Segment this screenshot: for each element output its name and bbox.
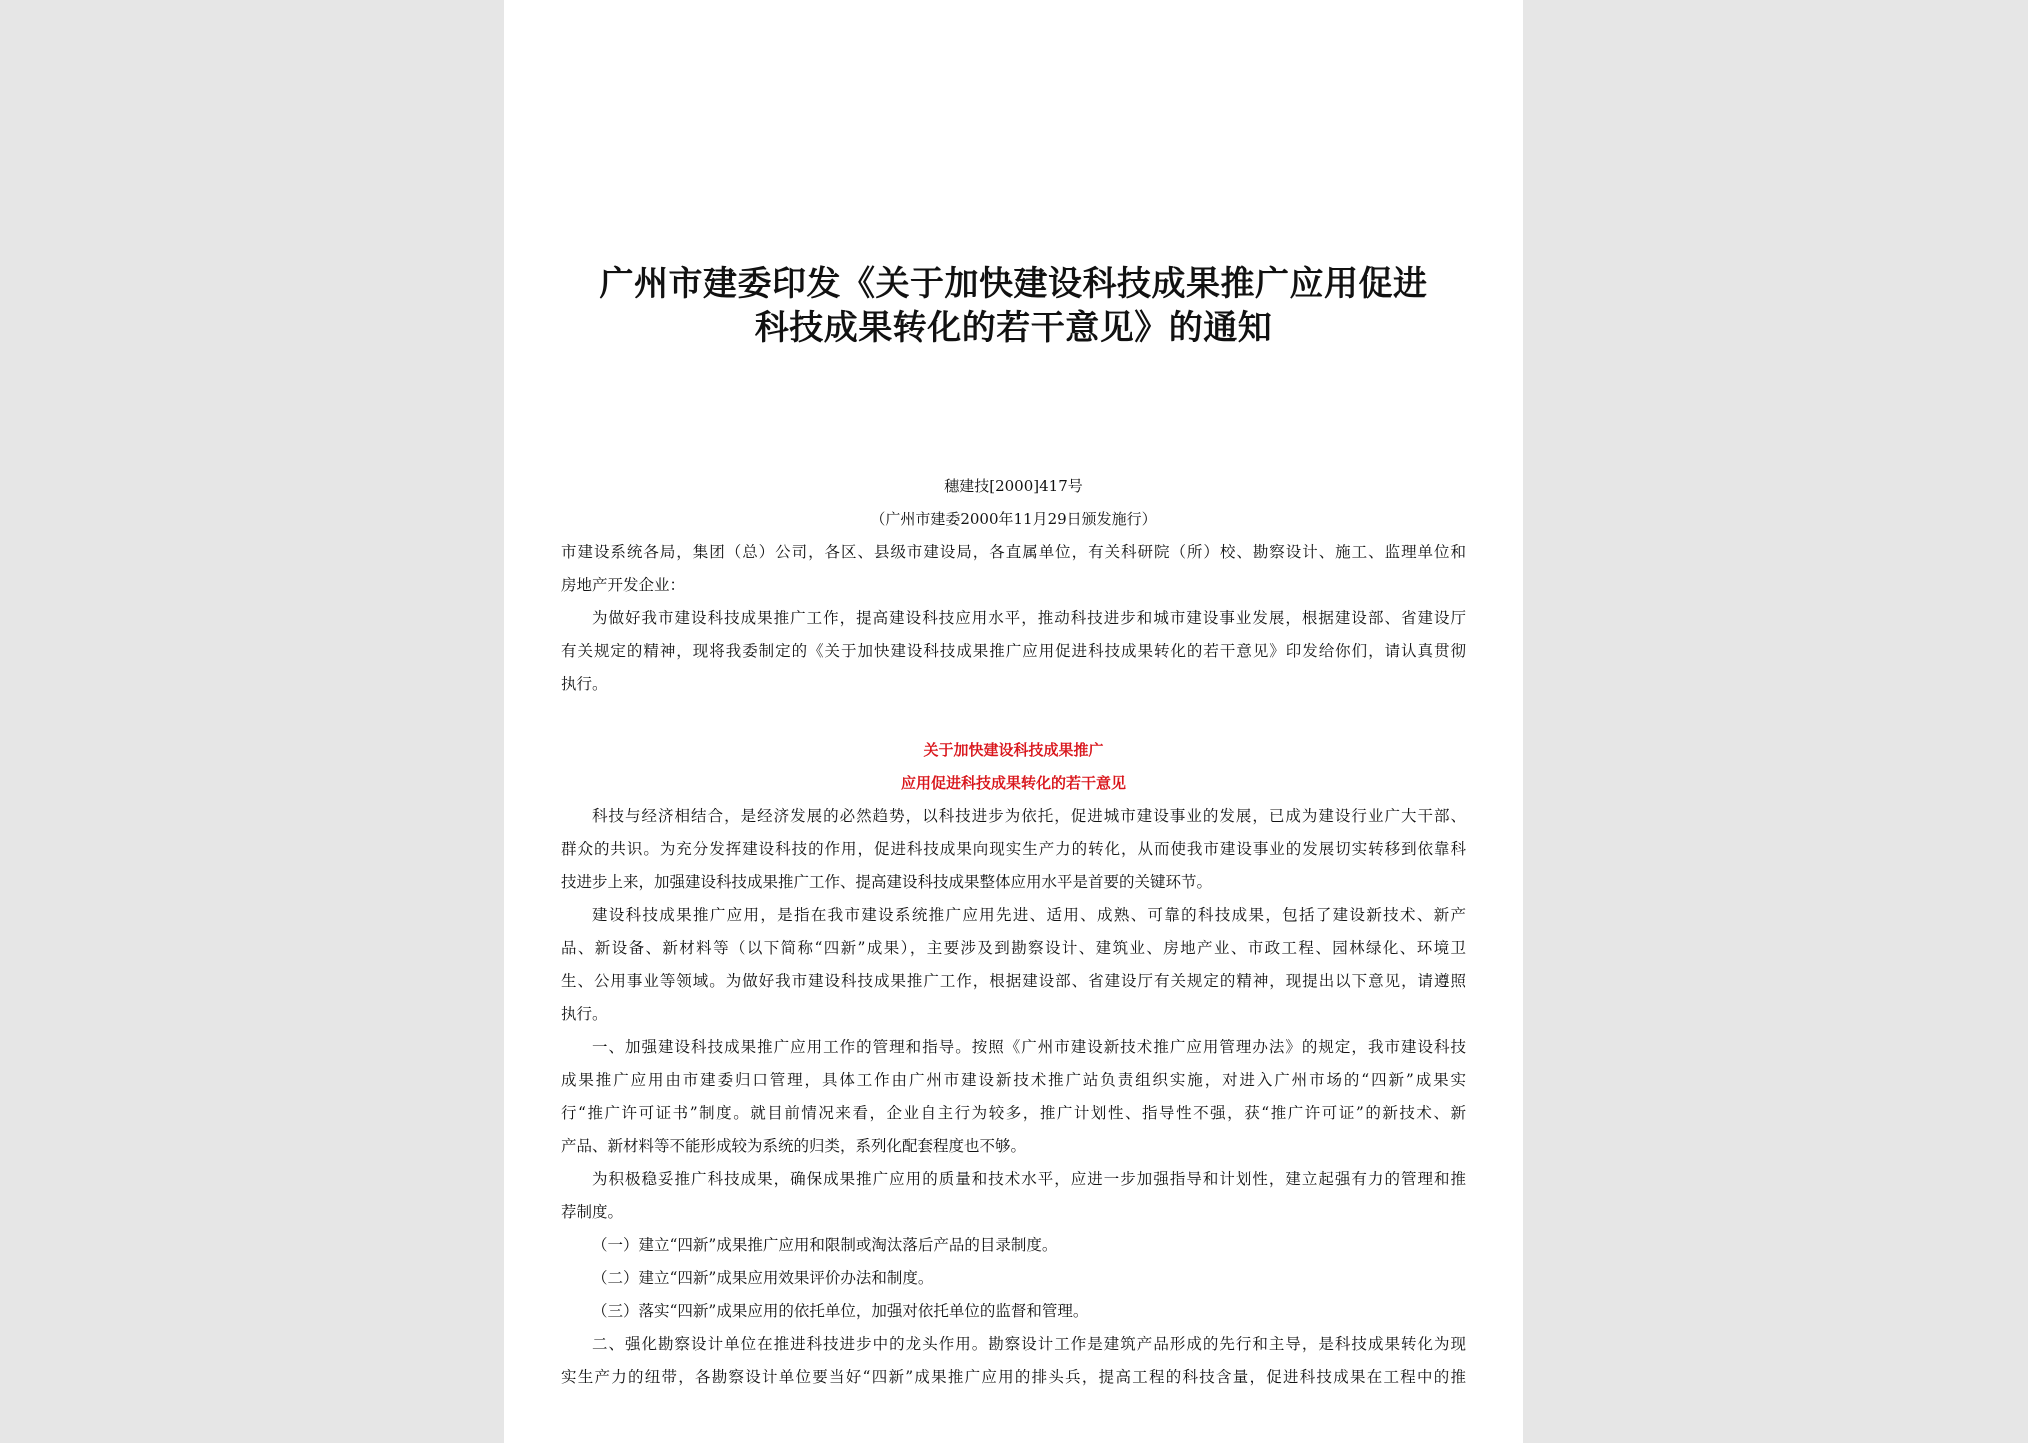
title-line-1: 广州市建委印发《关于加快建设科技成果推广应用促进 [599,264,1428,304]
para1-line-1: 科技与经济相结合，是经济发展的必然趋势，以科技进步为依托，促进城市建设事业的发展，已成为建设行业广大干部、 [592,807,1466,825]
notice-body [561,536,1466,701]
list-item-1: （一）建立“四新”成果推广应用和限制或淘汰落后产品的目录制度。 [592,1236,1058,1254]
document-title [544,262,1483,350]
intro-line-3: 执行。 [561,675,608,693]
intro-line-1: 为做好我市建设科技成果推广工作，提高建设科技应用水平，推动科技进步和城市建设事业发展，根据建设部、省建设厅 [592,609,1466,627]
para2-line-2: 品、新设备、新材料等（以下简称“四新”成果），主要涉及到勘察设计、建筑业、房地产业、市政工程、园林绿化、环境卫 [561,939,1466,957]
para1-line-2: 群众的共识。为充分发挥建设科技的作用，促进科技成果向现实生产力的转化，从而使我市建设事业的发展切实转移到依靠科 [561,840,1466,858]
para3-line-2: 成果推广应用由市建委归口管理，具体工作由广州市建设新技术推广站负责组织实施，对进入广州市场的“四新”成果实 [561,1071,1466,1089]
para2-line-4: 执行。 [561,1005,608,1023]
document-number: 穗建技[2000]417号 [944,477,1083,495]
opinion-body [561,800,1466,1394]
recipients-line-1: 市建设系统各局，集团（总）公司，各区、县级市建设局，各直属单位，有关科研院（所）校、勘察设计、施工、监理单位和 [561,543,1466,561]
list-item-2: （二）建立“四新”成果应用效果评价办法和制度。 [592,1269,934,1287]
para4-line-1: 为积极稳妥推广科技成果，确保成果推广应用的质量和技术水平，应进一步加强指导和计划性，建立起强有力的管理和推 [592,1170,1466,1188]
para3-line-3: 行“推广许可证书”制度。就目前情况来看，企业自主行为较多，推广计划性、指导性不强，获“推广许可证”的新技术、新 [561,1104,1466,1122]
para2-line-1: 建设科技成果推广应用，是指在我市建设系统推广应用先进、适用、成熟、可靠的科技成果，包括了建设新技术、新产 [592,906,1466,924]
issue-note: （广州市建委2000年11月29日颁发施行） [870,510,1157,528]
para1-line-3: 技进步上来，加强建设科技成果推广工作、提高建设科技成果整体应用水平是首要的关键环节。 [561,873,1213,891]
para3-line-1: 一、加强建设科技成果推广应用工作的管理和指导。按照《广州市建设新技术推广应用管理办法》的规定，我市建设科技 [592,1038,1466,1056]
para3-line-4: 产品、新材料等不能形成较为系统的归类，系列化配套程度也不够。 [561,1137,1027,1155]
opinion-title-line-2: 应用促进科技成果转化的若干意见 [900,774,1126,792]
intro-line-2: 有关规定的精神，现将我委制定的《关于加快建设科技成果推广应用促进科技成果转化的若干意见》印发给你们，请认真贯彻 [561,642,1466,660]
title-line-2: 科技成果转化的若干意见》的通知 [754,308,1273,348]
para5-line-1: 二、强化勘察设计单位在推进科技进步中的龙头作用。勘察设计工作是建筑产品形成的先行和主导，是科技成果转化为现 [592,1335,1466,1353]
opinion-title-line-1: 关于加快建设科技成果推广 [923,741,1104,759]
list-item-3: （三）落实“四新”成果应用的依托单位，加强对依托单位的监督和管理。 [592,1302,1089,1320]
para5-line-2: 实生产力的纽带，各勘察设计单位要当好“四新”成果推广应用的排头兵，提高工程的科技含量，促进科技成果在工程中的推 [561,1368,1466,1386]
document-page [504,0,1523,1443]
recipients-line-2: 房地产开发企业： [561,576,686,594]
para4-line-2: 荐制度。 [561,1203,624,1221]
para2-line-3: 生、公用事业等领域。为做好我市建设科技成果推广工作，根据建设部、省建设厅有关规定的精神，现提出以下意见，请遵照 [561,972,1466,990]
